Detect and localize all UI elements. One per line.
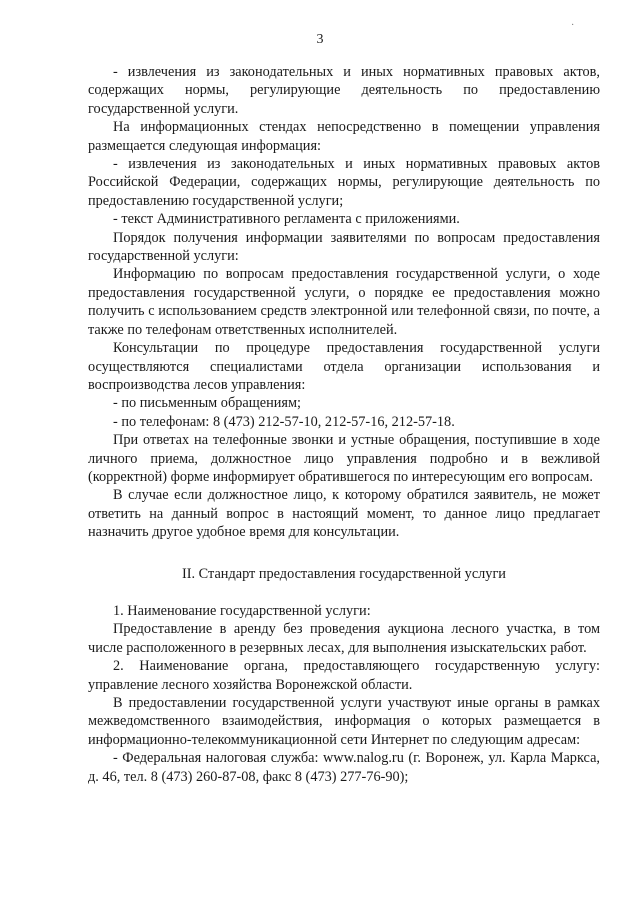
paragraph: - текст Административного регламента с приложениями. — [113, 211, 460, 228]
paragraph: - по телефонам: 8 (473) 212-57-10, 212-57-16, 212-57-18. — [113, 413, 455, 430]
paragraph: На информационных стендах непосредственно в помещении управления размещается следующая информация: — [88, 119, 600, 154]
paragraph: - Федеральная налоговая служба: www.nalog.ru (г. Воронеж, ул. Карла Маркса, д. 46, тел. 8 (473) 260-87-08, факс 8 (473) 277-76-90); — [88, 750, 600, 785]
paragraph: - извлечения из законодательных и иных нормативных правовых актов Российской Федерации, содержащих нормы, регулирующие деятельность по предоставлению государственной услуги; — [88, 156, 600, 209]
section-heading: II. Стандарт предоставления государственной услуги — [182, 565, 506, 582]
paragraph: - по письменным обращениям; — [113, 395, 301, 412]
paragraph: В случае если должностное лицо, к которому обратился заявитель, не может ответить на данный вопрос в настоящий момент, то данное лицо предлагает назначить другое удобное время для консультации. — [88, 487, 600, 541]
paragraph: Предоставление в аренду без проведения аукциона лесного участка, в том числе расположенного в резервных лесах, для выполнения изыскательских работ. — [88, 621, 600, 656]
paragraph: Консультации по процедуре предоставления государственной услуги осуществляются специалистами отдела организации использования и воспроизводства лесов управления: — [88, 340, 600, 393]
paragraph: - извлечения из законодательных и иных нормативных правовых актов, содержащих нормы, регулирующие деятельность по предоставлению государственной услуги. — [88, 64, 600, 117]
paragraph: 2. Наименование органа, предоставляющего государственную услугу: управление лесного хозяйства Воронежской области. — [88, 658, 600, 693]
corner-mark: · — [571, 20, 575, 31]
document-body — [88, 63, 600, 786]
paragraph: Порядок получения информации заявителями по вопросам предоставления государственной услуги: — [88, 229, 600, 265]
page-number: 3 — [316, 32, 324, 47]
paragraph: При ответах на телефонные звонки и устные обращения, поступившие в ходе личного приема, должностное лицо управления подробно и в вежливой (корректной) форме информирует обратившегося по интересующим его вопросам. — [88, 432, 600, 485]
paragraph: 1. Наименование государственной услуги: — [113, 602, 371, 619]
paragraph: Информацию по вопросам предоставления государственной услуги, о ходе предоставления государственной услуги, о порядке ее предоставления можно получить с использованием средств электронной или телефонной связи, по почте, а также по телефонам ответственных исполнителей. — [88, 266, 600, 338]
paragraph: В предоставлении государственной услуги участвуют иные органы в рамках межведомственного взаимодействия, информация о которых размещается в информационно-телекоммуникационной сети Интернет по следующим адресам: — [88, 695, 600, 748]
